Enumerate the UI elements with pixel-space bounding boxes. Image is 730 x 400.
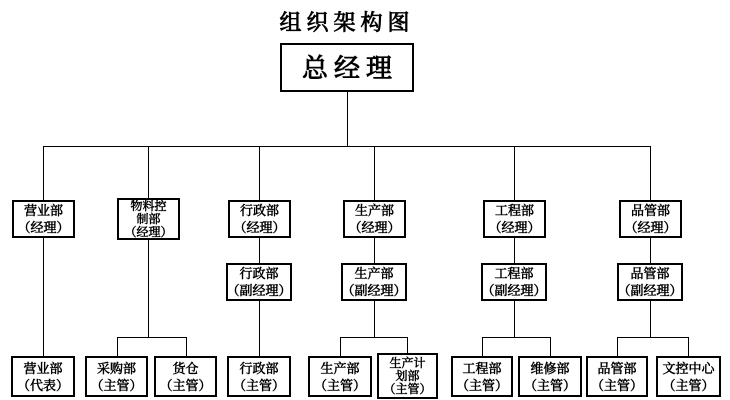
org-node-label-line: （主管） bbox=[523, 377, 576, 393]
org-node-qc-mgr bbox=[619, 200, 682, 238]
org-node-label-line: 行政部 bbox=[239, 266, 279, 281]
org-node-label-line: （经理） bbox=[348, 220, 401, 235]
connector-line bbox=[43, 238, 44, 356]
org-node-label-line: 划部 bbox=[395, 368, 420, 383]
org-node-sales-mgr bbox=[12, 200, 75, 238]
connector-line bbox=[347, 92, 348, 147]
org-node-label-line: 生产部 bbox=[354, 266, 394, 281]
org-node-maint-sup bbox=[518, 356, 582, 397]
connector-line bbox=[374, 146, 375, 200]
org-node-material-mgr bbox=[117, 198, 180, 240]
org-node-label-line: 生产部 bbox=[354, 203, 394, 218]
connector-line bbox=[340, 337, 341, 356]
org-node-prod-mgr bbox=[343, 200, 406, 238]
org-node-label-line: （主管） bbox=[90, 377, 143, 393]
org-node-label-line: （经理） bbox=[488, 220, 541, 235]
org-node-label-line: （副经理） bbox=[617, 283, 683, 298]
org-node-label-line: （主管） bbox=[455, 377, 508, 393]
org-node-label-line: 品管部 bbox=[597, 360, 637, 376]
org-node-label-line: （副经理） bbox=[481, 283, 547, 298]
connector-line bbox=[482, 337, 551, 338]
org-node-label-line: 维修部 bbox=[530, 360, 570, 376]
connector-line bbox=[259, 238, 260, 263]
connector-line bbox=[259, 146, 260, 200]
connector-line bbox=[148, 240, 149, 338]
org-node-purchase-sup bbox=[85, 356, 148, 397]
org-node-label-line: （代表） bbox=[16, 377, 69, 393]
org-node-label-line: （经理） bbox=[124, 224, 173, 239]
connector-line bbox=[617, 337, 689, 338]
org-node-label-line: （经理） bbox=[624, 220, 677, 235]
org-node-prodplan-sup bbox=[377, 353, 438, 399]
org-node-gm bbox=[280, 43, 414, 92]
org-node-label-line: （主管） bbox=[313, 377, 366, 393]
connector-line bbox=[650, 146, 651, 200]
connector-line bbox=[43, 146, 651, 147]
org-node-label-line: 营业部 bbox=[23, 203, 63, 218]
connector-line bbox=[514, 238, 515, 263]
org-node-eng-mgr bbox=[483, 200, 546, 238]
connector-line bbox=[514, 301, 515, 338]
org-node-label-line: （经理） bbox=[233, 220, 286, 235]
org-node-label-line: 营业部 bbox=[23, 360, 63, 376]
connector-line bbox=[407, 337, 408, 353]
org-node-label-line: （主管） bbox=[590, 377, 643, 393]
org-node-admin-mgr bbox=[228, 200, 291, 238]
connector-line bbox=[514, 146, 515, 200]
org-node-label-line: 物料控 bbox=[130, 198, 167, 213]
org-node-label-line: 品管部 bbox=[630, 266, 670, 281]
org-node-qc-deputy bbox=[617, 263, 683, 301]
org-node-label-line: 行政部 bbox=[239, 203, 279, 218]
org-node-warehouse-sup bbox=[154, 356, 217, 397]
org-node-label-line: （副经理） bbox=[341, 283, 407, 298]
org-node-admin-sup bbox=[227, 356, 291, 397]
org-node-label-line: 采购部 bbox=[96, 360, 136, 376]
org-node-label-line: 品管部 bbox=[630, 203, 670, 218]
org-node-prod-deputy bbox=[341, 263, 407, 301]
connector-line bbox=[259, 301, 260, 356]
connector-line bbox=[650, 301, 651, 338]
org-node-qc-sup bbox=[586, 356, 648, 397]
org-node-label-line: 生产部 bbox=[320, 360, 360, 376]
connector-line bbox=[148, 146, 149, 198]
org-node-label-line: （经理） bbox=[17, 220, 70, 235]
connector-line bbox=[43, 146, 44, 200]
org-node-label-line: 货仓 bbox=[172, 360, 199, 376]
org-node-label-line: （主管） bbox=[662, 377, 715, 393]
connector-line bbox=[688, 337, 689, 356]
org-node-eng-sup bbox=[451, 356, 513, 397]
org-node-doc-sup bbox=[656, 356, 721, 397]
connector-line bbox=[482, 337, 483, 356]
org-node-label-line: 工程部 bbox=[494, 266, 534, 281]
chart-title: 组织架构图 bbox=[279, 10, 415, 35]
org-node-eng-deputy bbox=[481, 263, 547, 301]
org-node-label-line: （主管） bbox=[232, 377, 285, 393]
org-node-label-line: 工程部 bbox=[494, 203, 534, 218]
org-node-label-line: 文控中心 bbox=[662, 360, 715, 376]
org-node-label-line: 总经理 bbox=[301, 52, 398, 83]
org-node-admin-deputy bbox=[226, 263, 292, 301]
org-node-label-line: （主管） bbox=[159, 377, 212, 393]
org-node-label-line: （主管） bbox=[383, 381, 432, 396]
connector-line bbox=[650, 238, 651, 263]
connector-line bbox=[340, 337, 408, 338]
connector-line bbox=[550, 337, 551, 356]
org-node-label-line: 行政部 bbox=[239, 360, 279, 376]
connector-line bbox=[374, 301, 375, 338]
org-node-label-line: 生产计 bbox=[389, 355, 426, 370]
connector-line bbox=[117, 337, 187, 338]
connector-line bbox=[186, 337, 187, 356]
org-node-sales-rep bbox=[11, 356, 75, 397]
connector-line bbox=[617, 337, 618, 356]
org-node-label-line: 工程部 bbox=[462, 360, 502, 376]
connector-line bbox=[374, 238, 375, 263]
org-node-label-line: （副经理） bbox=[226, 283, 292, 298]
org-node-prod-sup bbox=[308, 356, 372, 397]
connector-line bbox=[117, 337, 118, 356]
org-node-label-line: 制部 bbox=[136, 211, 161, 226]
